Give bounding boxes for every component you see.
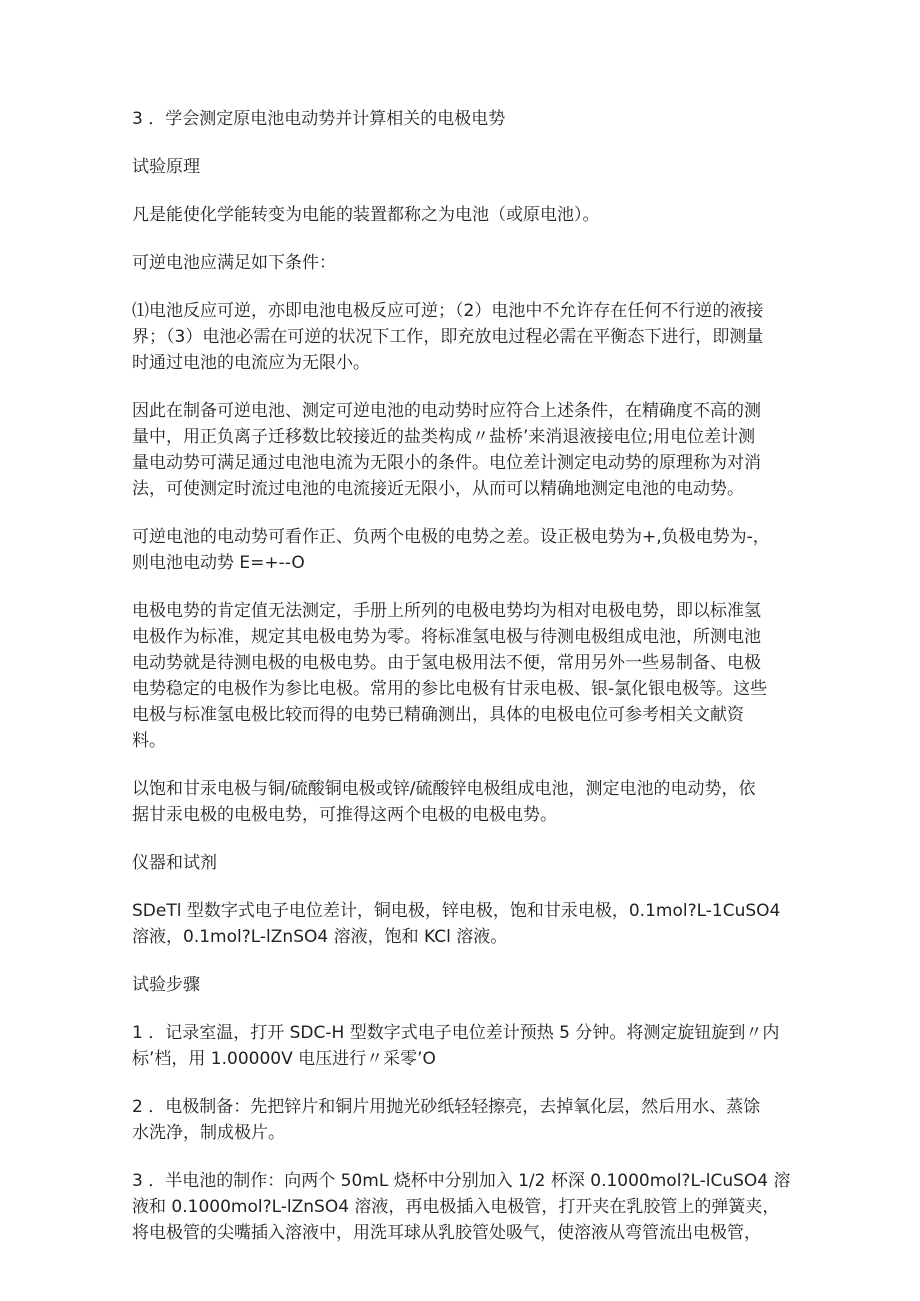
text-line: ⑴电池反应可逆，亦即电池电极反应可逆；（2）电池中不允许存在任何不行逆的液接 bbox=[132, 301, 764, 321]
section-heading-steps: 试验步骤 bbox=[132, 975, 200, 995]
section-heading-principle: 试验原理 bbox=[132, 157, 200, 177]
text-line: 量中，用正负离子迁移数比较接近的盐类构成〃盐桥’来消退液接电位;用电位差计测 bbox=[132, 427, 756, 447]
text-line: 料。 bbox=[132, 731, 166, 751]
paragraph-measurement bbox=[132, 398, 792, 502]
text-line: 法，可使测定时流过电池的电流接近无限小，从而可以精确地测定电池的电动势。 bbox=[132, 479, 744, 499]
text-line: SDeTl 型数字式电子电位差计，铜电极，锌电极，饱和甘汞电极，0.1mol?L-1CuSO4 bbox=[132, 901, 781, 921]
step-2 bbox=[132, 1094, 792, 1146]
text-line: 时通过电池的电流应为无限小。 bbox=[132, 353, 370, 373]
text-line: 则电池电动势 E=+--O bbox=[132, 553, 305, 573]
objective-3: 3 ．学会测定原电池电动势并计算相关的电极电势 bbox=[132, 109, 506, 129]
text-line: 以饱和甘汞电极与铜/硫酸铜电极或锌/硫酸锌电极组成电池，测定电池的电动势，依 bbox=[132, 779, 756, 799]
text-line: 2 ．电极制备：先把锌片和铜片用抛光砂纸轻轻擦亮，去掉氧化层，然后用水、蒸馀 bbox=[132, 1097, 761, 1117]
section-heading-instruments: 仪器和试剂 bbox=[132, 853, 217, 873]
text-line: 因此在制备可逆电池、测定可逆电池的电动势时应符合上述条件，在精确度不高的测 bbox=[132, 401, 761, 421]
step-3 bbox=[132, 1168, 792, 1246]
text-line: 标’档，用 1.00000V 电压进行〃采零’O bbox=[132, 1049, 436, 1069]
paragraph-definition: 凡是能使化学能转变为电能的装置都称之为电池（或原电池）。 bbox=[132, 205, 600, 225]
text-line: 溶液，0.1mol?L-lZnSO4 溶液，饱和 KCl 溶液。 bbox=[132, 927, 508, 947]
text-line: 据甘汞电极的电极电势，可推得这两个电极的电极电势。 bbox=[132, 805, 557, 825]
paragraph-conditions bbox=[132, 298, 792, 376]
text-line: 电极电势的肯定值无法测定，手册上所列的电极电势均为相对电极电势，即以标准氢 bbox=[132, 601, 761, 621]
text-line: 液和 0.1000mol?L-lZnSO4 溶液，再电极插入电极管，打开夹在乳胶管上的弹簧夹， bbox=[132, 1197, 780, 1217]
text-line: 量电动势可满足通过电池电流为无限小的条件。电位差计测定电动势的原理称为对消 bbox=[132, 453, 761, 473]
paragraph-conditions-intro: 可逆电池应满足如下条件： bbox=[132, 253, 336, 273]
document-body bbox=[132, 106, 792, 1268]
text-line: 电极作为标准，规定其电极电势为零。将标准氢电极与待测电极组成电池，所测电池 bbox=[132, 627, 761, 647]
text-line: 电极与标准氢电极比较而得的电势已精确测出，具体的电极电位可参考相关文献资 bbox=[132, 705, 744, 725]
paragraph-calomel bbox=[132, 776, 792, 828]
text-line: 水洗净，制成极片。 bbox=[132, 1123, 285, 1143]
text-line: 界；（3）电池必需在可逆的状况下工作，即充放电过程必需在平衡态下进行，即测量 bbox=[132, 327, 764, 347]
text-line: 电势稳定的电极作为参比电极。常用的参比电极有甘汞电极、银-氯化银电极等。这些 bbox=[132, 679, 768, 699]
paragraph-electrode-potential bbox=[132, 598, 792, 754]
paragraph-emf bbox=[132, 524, 792, 576]
text-line: 电动势就是待测电极的电极电势。由于氢电极用法不便，常用另外一些易制备、电极 bbox=[132, 653, 761, 673]
step-1 bbox=[132, 1020, 792, 1072]
paragraph-instruments bbox=[132, 898, 792, 950]
text-line: 可逆电池的电动势可看作正、负两个电极的电势之差。设正极电势为+,负极电势为-， bbox=[132, 527, 770, 547]
text-line: 3 ．半电池的制作：向两个 50mL 烧杯中分别加入 1/2 杯深 0.1000mol?L-lCuSO4 溶 bbox=[132, 1171, 791, 1191]
text-line: 将电极管的尖嘴插入溶液中，用洗耳球从乳胶管处吸气，使溶液从弯管流出电极管， bbox=[132, 1223, 761, 1243]
text-line: 1 ．记录室温，打开 SDC-H 型数字式电子电位差计预热 5 分钟。将测定旋钮旋到〃内 bbox=[132, 1023, 780, 1043]
